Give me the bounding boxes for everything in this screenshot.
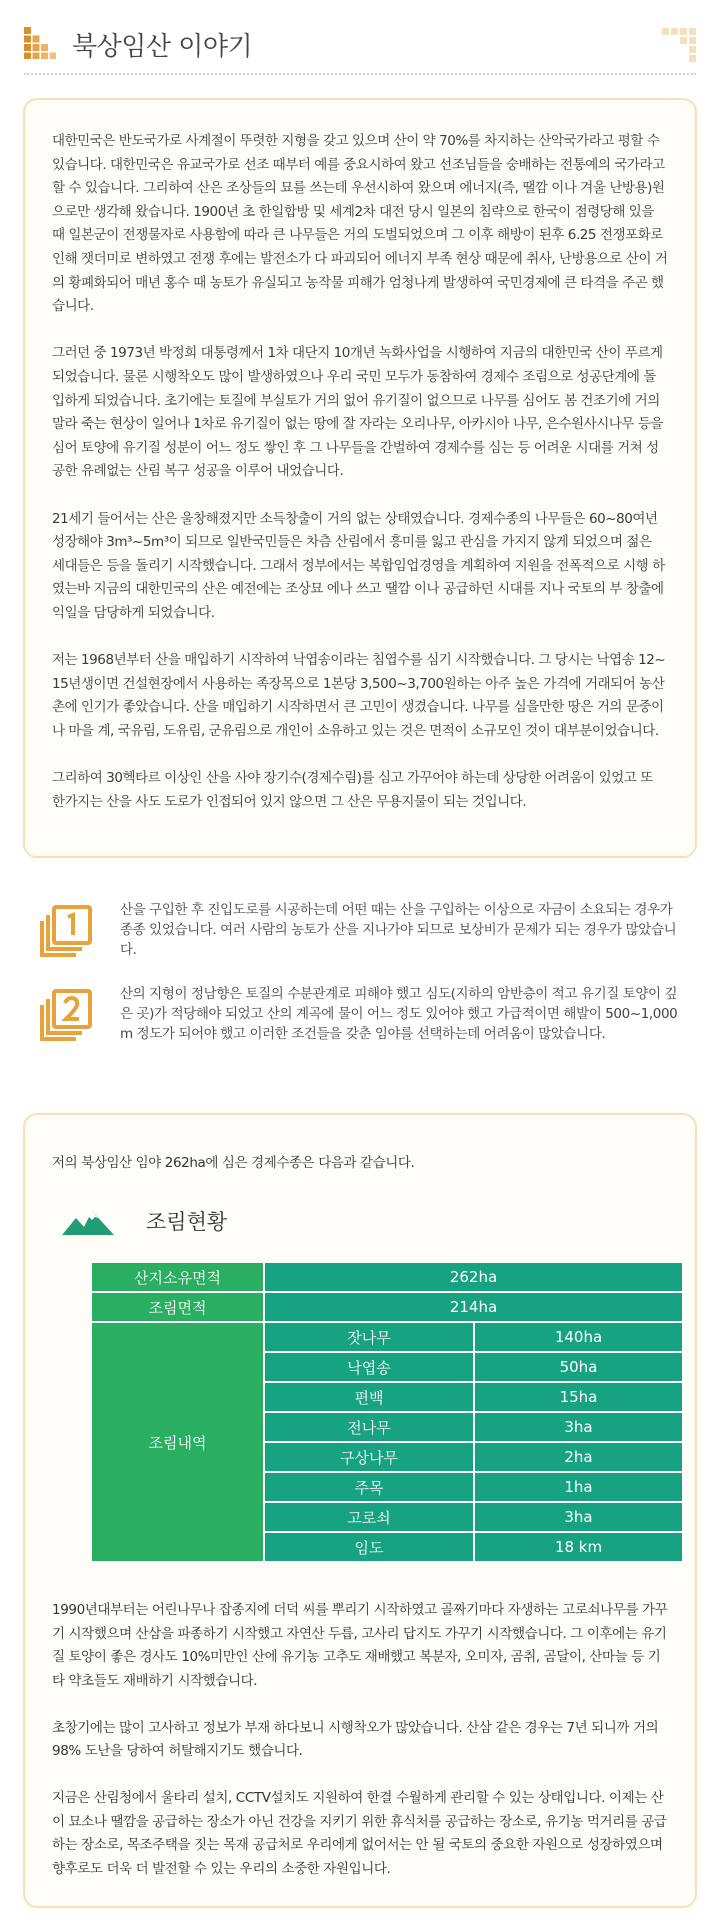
table-cell: 전나무 — [264, 1412, 474, 1442]
forest-paragraph: 지금은 산림청에서 울타리 설치, CCTV설치도 지원하여 한결 수월하게 관리할 수 있는 상태입니다. 이제는 산이 묘소나 땔깜을 공급하는 장소가 아닌 건강을 지키기 위한 휴식처를 공급하는 장소로, 유기농 먹거리를 공급하는 장소로, 목조주택을 짓는 목재 공급처로 우리에게 없어서는 안 될 국토의 중요한 자원으로 성장하였으며 향후로도 더욱 더 발전할 수 있는 우리의 소중한 자원입니다. — [52, 1790, 667, 1877]
story-paragraph: 그러던 중 1973년 박정희 대통령께서 1차 대단지 10개년 녹화사업을 시행하여 지금의 대한민국 산이 푸르게 되었습니다. 물론 시행착오도 많이 발생하였으나 우리 국민 모두가 동참하여 경제수 조림으로 성공단계에 돌입하게 되었습니다. 초기에는 토질에 부실토가 거의 없어 유기질이 없으므로 나무를 심어도 봄 건조기에 거의 말라 죽는 현상이 일어나 1차로 유기질이 없는 땅에 잘 자라는 오리나무, 아카시아 나무, 은수원사시나무 등을 심어 토양에 유기질 성분이 어느 정도 쌓인 후 그 나무들을 간벌하여 경제수를 심는 등 어려운 시대를 거쳐 성공한 유례없는 산림 복구 성공을 이루어 내었습니다. — [52, 345, 664, 480]
table-header-cell: 조림면적 — [91, 1292, 264, 1322]
story-paragraph: 대한민국은 반도국가로 사계절이 뚜렷한 지형을 갖고 있으며 산이 약 70%를 차지하는 산악국가라고 평할 수 있습니다. 대한민국은 유교국가로 선조 때부터 예를 중요시하여 왔고 선조님들을 숭배하는 전통예의 국가라고 할 수 있습니다. 그리하여 산은 조상들의 묘를 쓰는데 우선시하여 왔으며 에너지(즉, 땔깜 이나 겨울 난방용)원으로만 생각해 왔습니다. 1900년 초 한일합방 및 세계2차 대전 당시 일본의 침략으로 한국이 점령당해 있을 때 일본군이 전쟁물자로 사용함에 따라 큰 나무들은 거의 도벌되었으며 그 이후 해방이 된후 6.25 전쟁포화로 인해 잿더미로 변하였고 전쟁 후에는 발전소가 다 파괴되어 에너지 부족 현상 때문에 취사, 난방용으로 산이 거의 황폐화되어 매년 홍수 때 농토가 유실되고 농작물 피해가 엄청나게 발생하여 국민경제에 큰 타격을 주곤 했습니다. — [52, 133, 668, 315]
table-row — [91, 1322, 683, 1352]
header-divider — [24, 73, 696, 75]
number-two-icon — [38, 988, 94, 1044]
table-cell: 50ha — [474, 1352, 683, 1382]
section-title-text: 조림현황 — [146, 1210, 228, 1234]
forest-card — [23, 1113, 697, 1908]
forest-paragraph: 1990년대부터는 어린나무나 잡종지에 더덕 씨를 뿌리기 시작하였고 골짜기마다 자생하는 고로쇠나무를 가꾸기 시작했으며 산삼을 파종하기 시작했고 자연산 두릅, 고사리 답지도 가꾸기 시작했습니다. 그 이후에는 유기질 토양이 좋은 경사도 10%미만인 산에 유기농 고추도 재배했고 복분자, 오미자, 곰취, 곰달이, 산마늘 등 기타 약초들도 재배하기 시작했습니다. — [52, 1602, 668, 1689]
forest-paragraph: 초창기에는 많이 고사하고 정보가 부재 하다보니 시행착오가 많았습니다. 산삼 같은 경우는 7년 되니까 거의 98% 도난을 당하여 허탈해지기도 했습니다. — [52, 1719, 659, 1759]
table-cell: 15ha — [474, 1382, 683, 1412]
forest-body — [52, 1599, 668, 1881]
story-card — [23, 98, 697, 858]
forest-intro: 저의 북상임산 임야 262ha에 심은 경제수종은 다음과 같습니다. — [52, 1155, 415, 1171]
table-cell: 262ha — [264, 1262, 683, 1292]
decorative-blocks-icon — [662, 28, 696, 62]
table-cell: 3ha — [474, 1502, 683, 1532]
table-header-cell: 조림내역 — [91, 1322, 264, 1562]
table-cell: 고로쇠 — [264, 1502, 474, 1532]
table-row — [91, 1262, 683, 1292]
table-header-cell: 산지소유면적 — [91, 1262, 264, 1292]
logo-blocks-icon — [24, 27, 56, 59]
list-item — [38, 984, 688, 1044]
table-cell: 낙엽송 — [264, 1352, 474, 1382]
list-item-text: 산의 지형이 정남향은 토질의 수분관계로 피해야 했고 심도(지하의 암반층이 적고 유기질 토양이 깊은 곳)가 적당해야 되었고 산의 계곡에 물이 어느 정도 있어야 했고 가급적이면 해발이 500~1,000m 정도가 되어야 했고 이러한 조건들을 갖춘 임야를 선택하는데 어려움이 많았습니다. — [120, 986, 678, 1042]
table-cell: 18 km — [474, 1532, 683, 1562]
section-title — [52, 1205, 668, 1239]
mountain-icon — [62, 1209, 114, 1235]
page-title: 북상임산 이야기 — [72, 32, 253, 62]
table-cell: 3ha — [474, 1412, 683, 1442]
forest-table — [90, 1261, 684, 1563]
table-cell: 214ha — [264, 1292, 683, 1322]
story-paragraph: 21세기 들어서는 산은 울창해졌지만 소득창출이 거의 없는 상태였습니다. 경제수종의 나무들은 60~80여년 성장해야 3m³~5m³이 되므로 일반국민들은 차츰 산림에서 흥미를 잃고 관심을 가지지 않게 되었으며 젊은 세대들은 등을 돌리기 시작했습니다. 그래서 정부에서는 복합임업경영을 계획하여 지원을 전폭적으로 시행 하였는바 지금의 대한민국의 산은 예전에는 조상묘 에나 쓰고 땔깜 이나 공급하던 시대를 지나 국토의 부 창출에 익일을 담당하게 되었습니다. — [52, 510, 665, 621]
number-one-icon — [38, 904, 94, 960]
table-cell: 140ha — [474, 1322, 683, 1352]
table-row — [91, 1292, 683, 1322]
table-cell: 1ha — [474, 1472, 683, 1502]
table-cell: 편백 — [264, 1382, 474, 1412]
difficulty-list — [38, 900, 688, 1068]
list-item — [38, 900, 688, 960]
story-paragraph: 그리하여 30헥타르 이상인 산을 사야 장기수(경제수림)를 심고 가꾸어야 하는데 상당한 어려움이 있었고 또 한가지는 산을 사도 도로가 인접되어 있지 않으면 그 산은 무용지물이 되는 것입니다. — [52, 770, 653, 810]
list-item-text: 산을 구입한 후 진입도로를 시공하는데 어떤 때는 산을 구입하는 이상으로 자금이 소요되는 경우가 종종 있었습니다. 여러 사람의 농토가 산을 지나가야 되므로 보상비가 문제가 되는 경우가 많았습니다. — [120, 902, 677, 958]
header — [0, 0, 720, 76]
table-cell: 임도 — [264, 1532, 474, 1562]
table-cell: 구상나무 — [264, 1442, 474, 1472]
story-paragraph: 저는 1968년부터 산을 매입하기 시작하여 낙엽송이라는 침엽수를 심기 시작했습니다. 그 당시는 낙엽송 12~15년생이면 건설현장에서 사용하는 족장목으로 1본당 3,500~3,700원하는 아주 높은 가격에 거래되어 농산촌에 인기가 좋았습니다. 산을 매입하기 시작하면서 큰 고민이 생겼습니다. 나무를 심을만한 땅은 거의 문중이나 마을 계, 국유림, 도유림, 군유림으로 개인이 소유하고 있는 것은 면적이 소규모인 것이 대부분이었습니다. — [52, 652, 666, 739]
table-cell: 2ha — [474, 1442, 683, 1472]
table-cell: 주목 — [264, 1472, 474, 1502]
table-cell: 잣나무 — [264, 1322, 474, 1352]
